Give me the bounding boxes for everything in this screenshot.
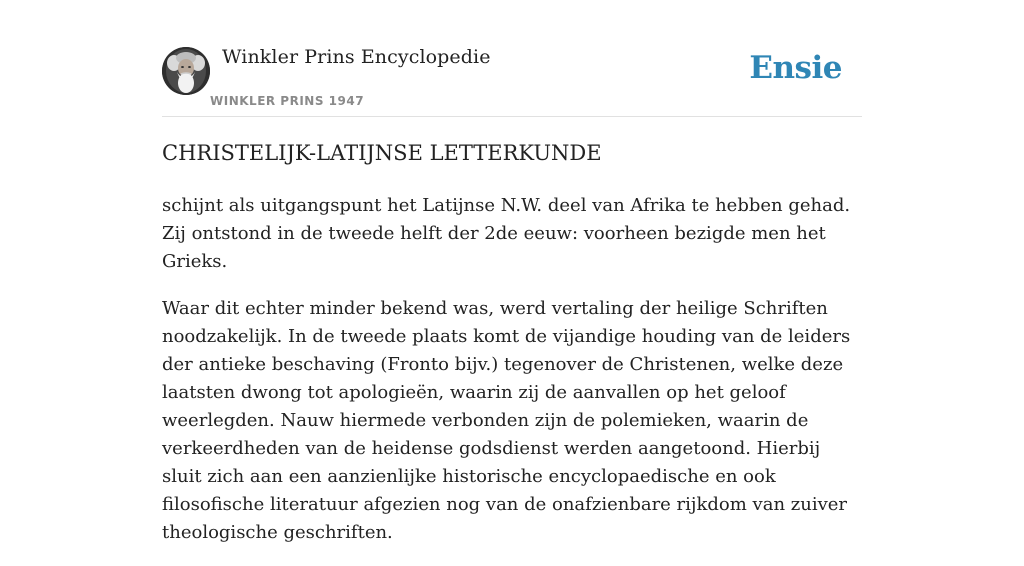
article-title: CHRISTELIJK-LATIJNSE LETTERKUNDE [162,141,602,165]
header [162,0,862,117]
source-subtitle: WINKLER PRINS 1947 [210,94,365,108]
brand-logo[interactable]: Ensie [749,50,842,86]
page [162,0,862,543]
article-paragraph: schijnt als uitgangspunt het Latijnse N.W. deel van Afrika te hebben gehad. Zij ontstond in de tweede helft der 2de eeuw: voorheen bezigde men het Grieks. [162,195,851,272]
source-name[interactable]: Winkler Prins Encyclopedie [222,46,491,68]
article-body [162,192,862,566]
portrait-icon [162,47,210,95]
article-paragraph: Waar dit echter minder bekend was, werd vertaling der heilige Schriften noodzakelijk. In de tweede plaats komt de vijandige houding van de leiders der antieke beschaving (Fronto bijv.) tegenover de Christenen, welke deze laatsten dwong tot apologieën, waarin zij de aanvallen op het geloof weerlegden. Nauw hiermede verbonden zijn de polemieken, waarin de verkeerdheden van de heidense godsdienst werden aangetoond. Hierbij sluit zich aan een aanzienlijke historische encyclopaedische en ook filosofische literatuur afgezien nog van de onafzienbare rijkdom van zuiver theologische geschriften. [162,298,851,543]
avatar[interactable] [162,47,210,95]
